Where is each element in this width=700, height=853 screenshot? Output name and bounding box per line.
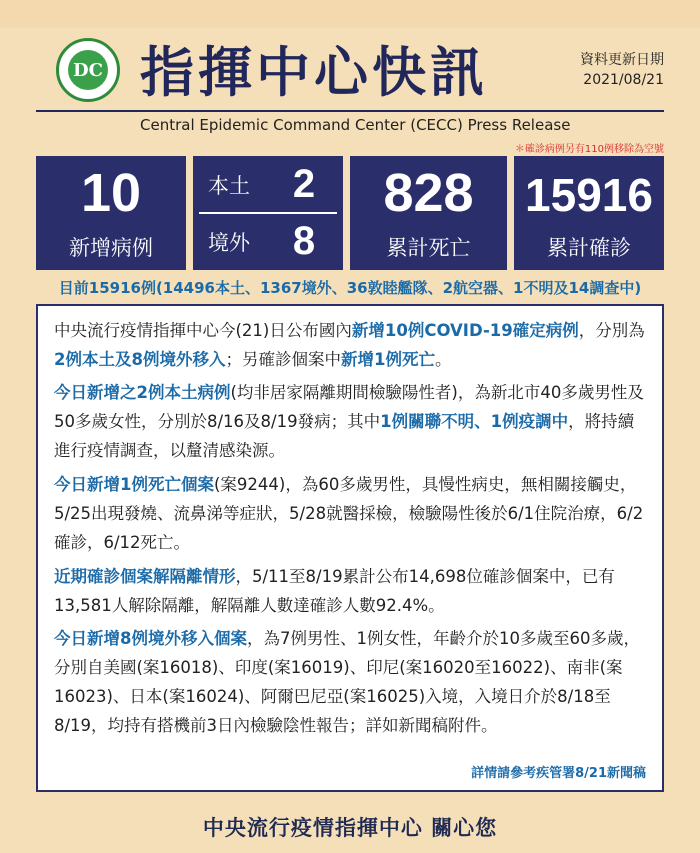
body-text: ，5/11至8/19累計公布14,698位確診個案中，已有13,581人解除隔離，解隔離人數達確診人數92.4%。 bbox=[54, 567, 615, 615]
body-text: (案9244)，為60多歲男性，具慢性病史，無相關接觸史，5/25出現發燒、流鼻涕等症狀，5/28就醫採檢，檢驗陽性後於6/1住院治療，6/2確診，6/12死亡。 bbox=[54, 475, 644, 552]
press-release-body bbox=[36, 304, 664, 792]
update-date: 2021/08/21 bbox=[583, 72, 664, 88]
highlight-text: 今日新增之2例本土病例 bbox=[54, 383, 231, 402]
paragraph-imported-cases bbox=[54, 624, 650, 740]
highlight-text: 今日新增8例境外移入個案 bbox=[54, 629, 247, 648]
paragraph-overview bbox=[54, 316, 650, 374]
confirmed-label: 累計確診 bbox=[547, 236, 631, 260]
imported-value: 8 bbox=[292, 219, 316, 263]
body-text: (均非居家隔離期間檢驗陽性者)，為新北市40多歲男性及50多歲女性，分別於8/16及8/19發病；其中 bbox=[54, 383, 644, 431]
footer-slogan: 中央流行疫情指揮中心 關心您 bbox=[202, 816, 498, 840]
confirmed-value: 15916 bbox=[525, 169, 653, 221]
body-text: ，分別為 bbox=[578, 321, 645, 340]
logo-mark: DC bbox=[68, 50, 108, 90]
reference-note: 詳情請參考疾管署8/21新聞稿 bbox=[471, 766, 646, 781]
paragraph-local-cases bbox=[54, 378, 650, 465]
imported-label: 境外 bbox=[208, 230, 250, 255]
paragraph-death-case bbox=[54, 470, 650, 557]
body-text: 中央流行疫情指揮中心今(21)日公布國內 bbox=[54, 321, 352, 340]
update-label: 資料更新日期 bbox=[580, 52, 664, 68]
new-cases-card bbox=[36, 156, 186, 270]
body-text: 。 bbox=[434, 350, 452, 369]
local-label: 本土 bbox=[208, 173, 250, 198]
page-subtitle: Central Epidemic Command Center (CECC) Press Release bbox=[140, 116, 571, 134]
imported-row bbox=[193, 213, 343, 270]
page-title: 指揮中心快訊 bbox=[140, 41, 488, 104]
header bbox=[36, 28, 664, 136]
highlight-text: 2例本土及8例境外移入 bbox=[54, 350, 226, 369]
local-value: 2 bbox=[292, 162, 316, 206]
new-cases-value: 10 bbox=[80, 163, 142, 223]
body-text: ，為7例男性、1例女性，年齡介於10多歲至60多歲，分別自美國(案16018)、印度(案16019)、印尼(案16020至16022)、南非(案16023)、日本(案16024)、阿爾巴尼亞(案16025)入境，入境日介於8/18至8/19，均持有搭機前3日內檢驗陰性報告；詳如新聞稿附件。 bbox=[54, 629, 640, 735]
highlight-text: 今日新增1例死亡個案 bbox=[54, 475, 214, 494]
case-summary: 目前15916例(14496本土、1367境外、36敦睦艦隊、2航空器、1不明及14調查中) bbox=[58, 279, 642, 297]
new-cases-label: 新增病例 bbox=[69, 236, 153, 260]
body-text: ，將持續進行疫情調查，以釐清感染源。 bbox=[54, 412, 635, 460]
header-divider bbox=[36, 110, 664, 112]
deaths-card bbox=[350, 156, 507, 270]
update-info bbox=[580, 50, 664, 90]
local-row bbox=[193, 156, 343, 213]
deaths-label: 累計死亡 bbox=[386, 236, 471, 260]
paragraph-isolation-release bbox=[54, 562, 650, 620]
deaths-value: 828 bbox=[383, 163, 474, 223]
highlight-text: 新增10例COVID-19確定病例 bbox=[351, 321, 579, 340]
highlight-text: 1例關聯不明、1例疫調中 bbox=[380, 412, 569, 431]
cdc-logo-icon bbox=[56, 38, 120, 102]
top-band bbox=[0, 0, 700, 28]
highlight-text: 新增1例死亡 bbox=[340, 350, 435, 369]
local-imported-card bbox=[193, 156, 343, 270]
highlight-text: 近期確診個案解隔離情形 bbox=[54, 567, 236, 586]
confirmed-card bbox=[514, 156, 664, 270]
removed-cases-note: ＊確診病例另有110例移除為空號 bbox=[514, 144, 664, 155]
body-text: ；另確診個案中 bbox=[225, 350, 341, 369]
